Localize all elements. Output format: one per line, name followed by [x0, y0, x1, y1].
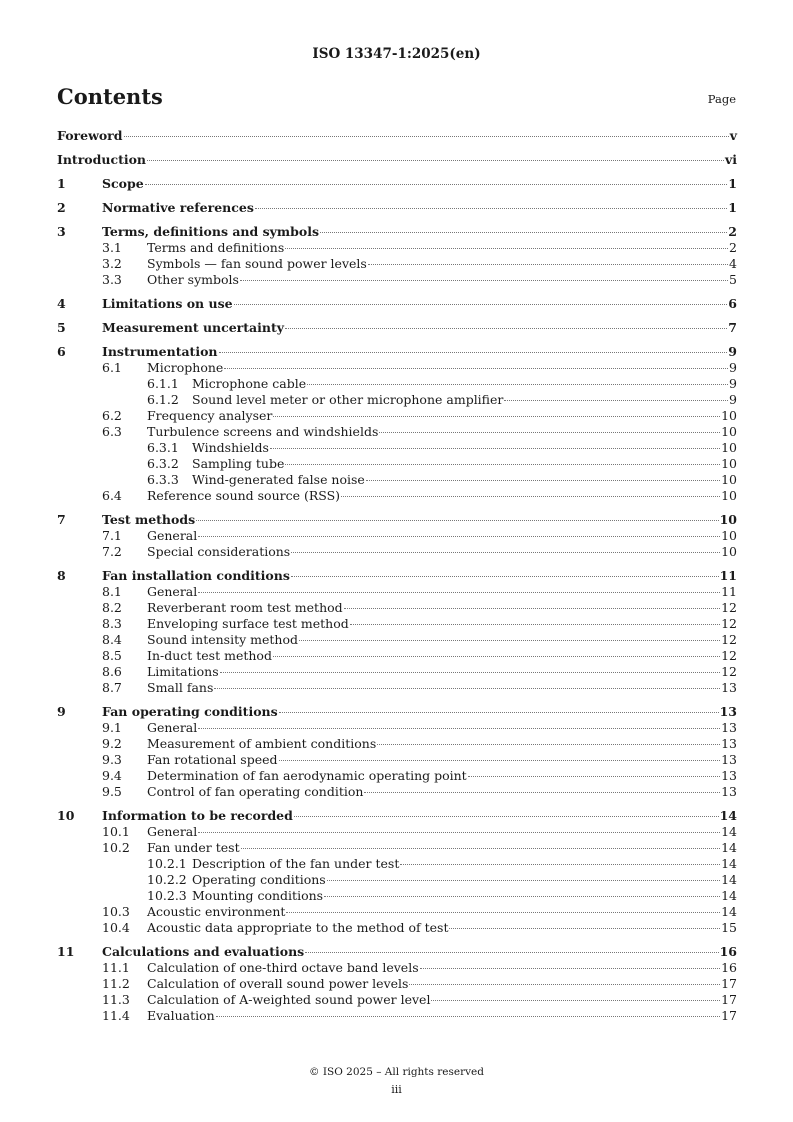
toc-entry[interactable]: [57, 528, 737, 544]
toc-entry-number: 7: [57, 512, 66, 527]
dot-leader: [279, 712, 719, 713]
toc-entry-page: 10: [721, 408, 737, 423]
toc-entry-page: 17: [721, 1008, 737, 1023]
toc-entry[interactable]: [57, 408, 737, 424]
toc-entry[interactable]: [57, 176, 737, 192]
toc-entry[interactable]: [57, 720, 737, 736]
toc-entry[interactable]: [57, 960, 737, 976]
toc-entry-page: 6: [728, 296, 737, 311]
dot-leader: [377, 744, 720, 745]
toc-entry-page: 9: [729, 376, 737, 391]
dot-leader: [307, 384, 728, 385]
toc-entry-title: Normative references: [102, 200, 254, 215]
toc-entry-number: 11: [57, 944, 75, 959]
toc-entry[interactable]: [57, 1008, 737, 1024]
toc-entry-title: Control of fan operating condition: [147, 784, 364, 799]
dot-leader: [299, 640, 720, 641]
toc-entry-title: Fan rotational speed: [147, 752, 278, 767]
toc-entry[interactable]: [57, 616, 737, 632]
dot-leader: [273, 416, 720, 417]
table-of-contents: [57, 128, 737, 1024]
toc-entry-page: 17: [721, 976, 737, 991]
toc-entry-page: 14: [721, 872, 737, 887]
toc-entry[interactable]: [57, 272, 737, 288]
toc-entry[interactable]: [57, 768, 737, 784]
toc-entry-number: 5: [57, 320, 66, 335]
toc-entry-number: 8.1: [102, 584, 122, 599]
toc-entry-title: Evaluation: [147, 1008, 215, 1023]
dot-leader: [273, 656, 720, 657]
toc-entry-page: 14: [721, 856, 737, 871]
toc-entry-number: 10.2.3: [147, 888, 187, 903]
toc-entry-number: 9.1: [102, 720, 122, 735]
toc-entry[interactable]: [57, 704, 737, 720]
toc-entry[interactable]: [57, 152, 737, 168]
toc-entry-number: 10.3: [102, 904, 130, 919]
toc-entry-title: Fan operating conditions: [102, 704, 278, 719]
toc-entry[interactable]: [57, 808, 737, 824]
toc-entry-title: Enveloping surface test method: [147, 616, 349, 631]
toc-entry[interactable]: [57, 488, 737, 504]
toc-entry[interactable]: [57, 944, 737, 960]
toc-entry-number: 9.5: [102, 784, 122, 799]
toc-entry-number: 11.3: [102, 992, 130, 1007]
dot-leader: [279, 760, 721, 761]
toc-entry-title: Wind-generated false noise: [192, 472, 365, 487]
toc-entry[interactable]: [57, 296, 737, 312]
dot-leader: [409, 984, 720, 985]
toc-entry-title: General: [147, 528, 198, 543]
toc-entry-number: 3.1: [102, 240, 122, 255]
dot-leader: [285, 248, 728, 249]
dot-leader: [240, 280, 728, 281]
dot-leader: [198, 728, 720, 729]
toc-entry-page: 11: [719, 568, 737, 583]
toc-entry[interactable]: [57, 472, 737, 488]
toc-entry-page: 10: [721, 472, 737, 487]
toc-entry-title: Acoustic data appropriate to the method of test: [147, 920, 449, 935]
toc-entry-title: Reference sound source (RSS): [147, 488, 341, 503]
toc-entry[interactable]: [57, 240, 737, 256]
toc-entry-page: 11: [721, 584, 737, 599]
toc-entry-title: Terms and definitions: [147, 240, 285, 255]
dot-leader: [198, 592, 720, 593]
document-header: ISO 13347-1:2025(en): [312, 46, 481, 62]
dot-leader: [449, 928, 720, 929]
toc-entry[interactable]: [57, 320, 737, 336]
toc-entry[interactable]: [57, 392, 737, 408]
toc-entry-title: Windshields: [192, 440, 269, 455]
dot-leader: [224, 368, 728, 369]
toc-entry-page: 12: [721, 664, 737, 679]
toc-entry[interactable]: [57, 736, 737, 752]
toc-entry-page: 12: [721, 648, 737, 663]
toc-entry-number: 8.3: [102, 616, 122, 631]
dot-leader: [320, 232, 727, 233]
toc-entry[interactable]: [57, 856, 737, 872]
toc-entry-page: 9: [729, 392, 737, 407]
toc-entry-number: 8: [57, 568, 66, 583]
toc-entry-page: 10: [721, 528, 737, 543]
toc-entry-number: 8.6: [102, 664, 122, 679]
toc-entry[interactable]: [57, 976, 737, 992]
dot-leader: [364, 792, 720, 793]
toc-entry-page: 14: [719, 808, 737, 823]
toc-entry-title: Calculations and evaluations: [102, 944, 305, 959]
toc-entry[interactable]: [57, 872, 737, 888]
toc-entry[interactable]: [57, 632, 737, 648]
toc-entry-title: Measurement uncertainty: [102, 320, 285, 335]
toc-entry-page: 13: [721, 784, 737, 799]
toc-entry[interactable]: [57, 376, 737, 392]
toc-entry-number: 9.2: [102, 736, 122, 751]
toc-entry[interactable]: [57, 360, 737, 376]
page-number: iii: [391, 1083, 402, 1096]
toc-entry-number: 6.2: [102, 408, 122, 423]
dot-leader: [255, 208, 727, 209]
toc-entry-title: Fan under test: [147, 840, 240, 855]
dot-leader: [344, 608, 720, 609]
dot-leader: [341, 496, 720, 497]
toc-entry[interactable]: [57, 664, 737, 680]
toc-entry-title: General: [147, 584, 198, 599]
toc-entry[interactable]: [57, 456, 737, 472]
toc-entry-page: 1: [728, 176, 737, 191]
dot-leader: [214, 688, 720, 689]
toc-entry-title: Determination of fan aerodynamic operating point: [147, 768, 467, 783]
dot-leader: [198, 536, 720, 537]
dot-leader: [431, 1000, 720, 1001]
toc-entry[interactable]: [57, 544, 737, 560]
toc-entry-page: 12: [721, 616, 737, 631]
toc-entry-title: Sound intensity method: [147, 632, 299, 647]
toc-entry-page: 13: [719, 704, 737, 719]
toc-entry-page: 10: [721, 424, 737, 439]
toc-entry-title: Limitations on use: [102, 296, 233, 311]
toc-entry-page: 7: [728, 320, 737, 335]
toc-entry-number: 11.2: [102, 976, 130, 991]
toc-entry-number: 6.1: [102, 360, 122, 375]
toc-entry[interactable]: [57, 600, 737, 616]
toc-entry-title: Special considerations: [147, 544, 291, 559]
toc-entry-title: Fan installation conditions: [102, 568, 290, 583]
toc-entry-page: 13: [721, 720, 737, 735]
toc-entry-number: 6.4: [102, 488, 122, 503]
toc-entry-number: 11.1: [102, 960, 130, 975]
toc-entry-title: Reverberant room test method: [147, 600, 343, 615]
toc-entry[interactable]: [57, 784, 737, 800]
dot-leader: [291, 576, 719, 577]
toc-entry-number: 6.3.1: [147, 440, 179, 455]
toc-entry-page: 16: [719, 944, 737, 959]
toc-entry-number: 10.2.2: [147, 872, 187, 887]
page-title: Contents: [57, 84, 163, 109]
toc-entry-page: v: [729, 128, 737, 143]
toc-entry-page: 14: [721, 840, 737, 855]
toc-entry-title: Operating conditions: [192, 872, 326, 887]
copyright-footer: © ISO 2025 – All rights reserved: [309, 1066, 484, 1078]
dot-leader: [504, 400, 728, 401]
toc-entry-page: 16: [721, 960, 737, 975]
dot-leader: [366, 480, 720, 481]
toc-entry[interactable]: [57, 344, 737, 360]
toc-entry[interactable]: [57, 440, 737, 456]
toc-entry-number: 1: [57, 176, 66, 191]
dot-leader: [145, 184, 728, 185]
toc-entry-title: Frequency analyser: [147, 408, 273, 423]
toc-entry-number: 8.4: [102, 632, 122, 647]
toc-entry-number: 10.2: [102, 840, 130, 855]
toc-entry-title: Sampling tube: [192, 456, 285, 471]
toc-entry-number: 2: [57, 200, 66, 215]
toc-entry-number: 6.3: [102, 424, 122, 439]
dot-leader: [147, 160, 724, 161]
dot-leader: [468, 776, 720, 777]
toc-entry[interactable]: [57, 512, 737, 528]
toc-entry-title: Mounting conditions: [192, 888, 324, 903]
toc-entry-title: Calculation of one-third octave band levels: [147, 960, 419, 975]
toc-entry[interactable]: [57, 424, 737, 440]
toc-entry-page: 10: [721, 488, 737, 503]
toc-entry[interactable]: [57, 840, 737, 856]
toc-entry-number: 3.3: [102, 272, 122, 287]
toc-entry-number: 8.2: [102, 600, 122, 615]
toc-entry-page: 2: [728, 224, 737, 239]
toc-entry[interactable]: [57, 824, 737, 840]
toc-entry[interactable]: [57, 128, 737, 144]
dot-leader: [270, 448, 720, 449]
toc-entry-number: 6.1.1: [147, 376, 179, 391]
toc-entry-number: 10: [57, 808, 75, 823]
dot-leader: [286, 912, 720, 913]
toc-entry[interactable]: [57, 648, 737, 664]
toc-entry-page: 12: [721, 632, 737, 647]
dot-leader: [285, 464, 720, 465]
toc-entry-number: 4: [57, 296, 66, 311]
toc-entry[interactable]: [57, 904, 737, 920]
toc-entry-title: Microphone: [147, 360, 224, 375]
toc-entry-number: 6.1.2: [147, 392, 179, 407]
toc-entry-page: 10: [719, 512, 737, 527]
toc-entry[interactable]: [57, 584, 737, 600]
toc-entry-title: Test methods: [102, 512, 196, 527]
toc-entry-page: 14: [721, 904, 737, 919]
toc-entry-page: 12: [721, 600, 737, 615]
toc-entry-title: Introduction: [57, 152, 147, 167]
toc-entry-title: In-duct test method: [147, 648, 272, 663]
dot-leader: [327, 880, 720, 881]
toc-entry-page: 10: [721, 544, 737, 559]
dot-leader: [220, 672, 720, 673]
toc-entry-page: 13: [721, 768, 737, 783]
dot-leader: [324, 896, 720, 897]
toc-entry-number: 9.4: [102, 768, 122, 783]
toc-entry-number: 6.3.2: [147, 456, 179, 471]
toc-entry-title: Symbols — fan sound power levels: [147, 256, 367, 271]
toc-entry-page: 14: [721, 888, 737, 903]
toc-entry-page: 13: [721, 736, 737, 751]
toc-entry-number: 6: [57, 344, 66, 359]
dot-leader: [196, 520, 718, 521]
dot-leader: [219, 352, 728, 353]
toc-entry-page: 10: [721, 440, 737, 455]
toc-entry[interactable]: [57, 992, 737, 1008]
toc-entry-page: 13: [721, 680, 737, 695]
toc-entry-title: General: [147, 720, 198, 735]
toc-entry-page: 17: [721, 992, 737, 1007]
toc-entry[interactable]: [57, 680, 737, 696]
toc-entry-page: 2: [729, 240, 737, 255]
toc-entry-title: Calculation of A-weighted sound power level: [147, 992, 431, 1007]
page-column-label: Page: [707, 92, 736, 106]
toc-entry-page: 9: [728, 344, 737, 359]
toc-entry[interactable]: [57, 200, 737, 216]
toc-entry-title: Small fans: [147, 680, 214, 695]
toc-entry-page: 14: [721, 824, 737, 839]
dot-leader: [420, 968, 720, 969]
toc-entry[interactable]: [57, 256, 737, 272]
toc-entry-number: 10.2.1: [147, 856, 187, 871]
toc-entry-number: 8.5: [102, 648, 122, 663]
toc-entry-title: Description of the fan under test: [192, 856, 400, 871]
dot-leader: [305, 952, 718, 953]
toc-entry-page: 4: [729, 256, 737, 271]
toc-entry-number: 7.1: [102, 528, 122, 543]
toc-entry-number: 11.4: [102, 1008, 130, 1023]
toc-entry-number: 9: [57, 704, 66, 719]
dot-leader: [350, 624, 720, 625]
toc-entry-title: Calculation of overall sound power levels: [147, 976, 409, 991]
toc-entry-number: 10.4: [102, 920, 130, 935]
dot-leader: [294, 816, 719, 817]
toc-entry-number: 9.3: [102, 752, 122, 767]
toc-entry[interactable]: [57, 224, 737, 240]
toc-entry-title: Foreword: [57, 128, 123, 143]
toc-entry-title: Instrumentation: [102, 344, 218, 359]
toc-entry-number: 3: [57, 224, 66, 239]
dot-leader: [379, 432, 720, 433]
toc-entry-number: 3.2: [102, 256, 122, 271]
dot-leader: [285, 328, 727, 329]
toc-entry-page: 5: [729, 272, 737, 287]
toc-entry-page: 9: [729, 360, 737, 375]
toc-entry-title: Other symbols: [147, 272, 239, 287]
toc-entry[interactable]: [57, 920, 737, 936]
toc-entry-title: Information to be recorded: [102, 808, 293, 823]
toc-entry-title: Measurement of ambient conditions: [147, 736, 377, 751]
toc-entry-title: Acoustic environment: [147, 904, 286, 919]
toc-entry-page: vi: [724, 152, 737, 167]
toc-entry-page: 13: [721, 752, 737, 767]
dot-leader: [368, 264, 728, 265]
toc-entry-title: Limitations: [147, 664, 219, 679]
dot-leader: [291, 552, 720, 553]
toc-entry-number: 8.7: [102, 680, 122, 695]
dot-leader: [400, 864, 720, 865]
toc-entry-title: Sound level meter or other microphone amplifier: [192, 392, 504, 407]
toc-entry-title: Terms, definitions and symbols: [102, 224, 319, 239]
toc-entry-title: Microphone cable: [192, 376, 307, 391]
toc-entry-page: 1: [728, 200, 737, 215]
dot-leader: [124, 136, 729, 137]
toc-entry-page: 10: [721, 456, 737, 471]
toc-entry[interactable]: [57, 568, 737, 584]
toc-entry-title: Turbulence screens and windshields: [147, 424, 379, 439]
dot-leader: [198, 832, 720, 833]
toc-entry[interactable]: [57, 752, 737, 768]
toc-entry-title: General: [147, 824, 198, 839]
toc-entry-number: 6.3.3: [147, 472, 179, 487]
toc-entry[interactable]: [57, 888, 737, 904]
toc-entry-page: 15: [721, 920, 737, 935]
toc-entry-title: Scope: [102, 176, 144, 191]
dot-leader: [234, 304, 728, 305]
toc-entry-number: 10.1: [102, 824, 130, 839]
dot-leader: [241, 848, 720, 849]
dot-leader: [216, 1016, 720, 1017]
toc-entry-number: 7.2: [102, 544, 122, 559]
